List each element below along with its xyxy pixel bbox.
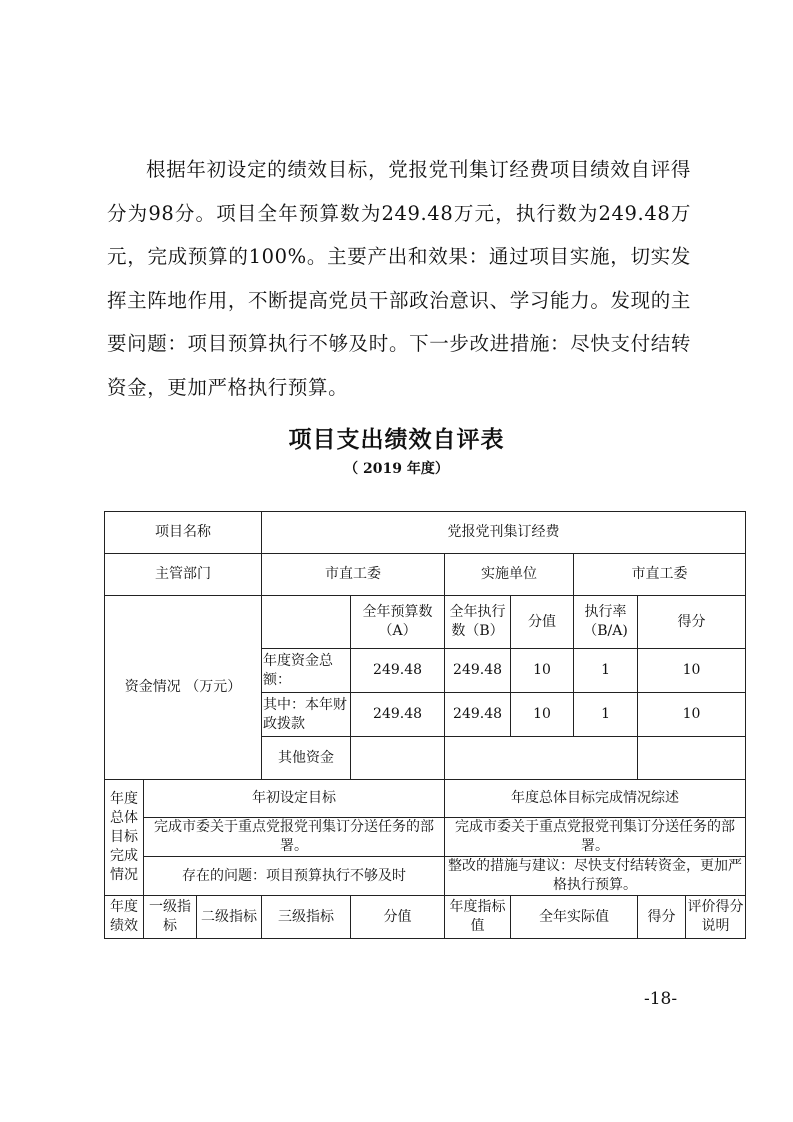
- perf-l3-header: 三级指标: [262, 896, 351, 939]
- perf-score-header: 得分: [638, 896, 686, 939]
- goal-summary-header: 年度总体目标完成情况综述: [445, 780, 746, 818]
- performance-self-evaluation-table: [104, 511, 746, 939]
- page-number: -18-: [644, 989, 678, 1009]
- table-title: 项目支出绩效自评表: [288, 426, 505, 453]
- row-other-label: 其他资金: [262, 737, 351, 780]
- table-row: [105, 780, 746, 818]
- row-fiscal-label: 其中：本年财政拨款: [262, 693, 351, 737]
- summary-paragraph: 根据年初设定的绩效目标，党报党刊集订经费项目绩效自评得分为98分。项目全年预算数为249.48万元，执行数为249.48万元，完成预算的100%。主要产出和效果：通过项目实施，切实发挥主阵地作用，不断提高党员干部政治意识、学习能力。发现的主要问题：项目预算执行不够及时。下一步改进措施：尽快支付结转资金，更加严格执行预算。: [107, 158, 691, 399]
- perf-note-header: 评价得分说明: [686, 896, 746, 939]
- measure-text: 整改的措施与建议：尽快支付结转资金，更加严格执行预算。: [445, 857, 746, 896]
- perf-target-header: 年度指标值: [445, 896, 511, 939]
- goal-summary: 完成市委关于重点党报党刊集订分送任务的部署。: [445, 818, 746, 857]
- goal-label: 年度总体目标完成情况: [105, 780, 144, 896]
- dept-value: 市直工委: [262, 554, 445, 596]
- row-total-exec: 249.48: [445, 649, 511, 693]
- problem-text: 存在的问题：项目预算执行不够及时: [144, 857, 445, 896]
- project-name-label: 项目名称: [105, 512, 262, 554]
- impl-label: 实施单位: [445, 554, 574, 596]
- table-row: [105, 512, 746, 554]
- row-total-budget: 249.48: [351, 649, 445, 693]
- row-total-score: 10: [638, 649, 746, 693]
- row-fiscal-exec: 249.48: [445, 693, 511, 737]
- dept-label: 主管部门: [105, 554, 262, 596]
- impl-value: 市直工委: [574, 554, 746, 596]
- col-budget-header: 全年预算数（A）: [351, 596, 445, 649]
- goal-initial: 完成市委关于重点党报党刊集订分送任务的部署。: [144, 818, 445, 857]
- table-year: （ 2019 年度）: [344, 461, 449, 477]
- row-other-budget: [351, 737, 445, 780]
- row-fiscal-score: 10: [638, 693, 746, 737]
- row-fiscal-rate: 1: [574, 693, 638, 737]
- table-row: [105, 818, 746, 857]
- funds-label: 资金情况 （万元）: [105, 596, 262, 780]
- col-score-header: 得分: [638, 596, 746, 649]
- col-score-value-header: 分值: [511, 596, 574, 649]
- row-fiscal-budget: 249.48: [351, 693, 445, 737]
- row-total-rate: 1: [574, 649, 638, 693]
- table-row: [105, 857, 746, 896]
- row-fiscal-value: 10: [511, 693, 574, 737]
- table-row: [105, 596, 746, 649]
- perf-l1-header: 一级指标: [144, 896, 197, 939]
- perf-l2-header: 二级指标: [197, 896, 262, 939]
- row-total-value: 10: [511, 649, 574, 693]
- table-row: [105, 896, 746, 939]
- table-row: [105, 554, 746, 596]
- row-other-mid: [445, 737, 638, 780]
- funds-blank-header: [262, 596, 351, 649]
- project-name-value: 党报党刊集订经费: [262, 512, 746, 554]
- col-exec-header: 全年执行数（B）: [445, 596, 511, 649]
- col-rate-header: 执行率（B/A): [574, 596, 638, 649]
- row-other-score: [638, 737, 746, 780]
- perf-label: 年度绩效: [105, 896, 144, 939]
- row-total-label: 年度资金总额：: [262, 649, 351, 693]
- perf-value-header: 分值: [351, 896, 445, 939]
- perf-actual-header: 全年实际值: [511, 896, 638, 939]
- goal-initial-header: 年初设定目标: [144, 780, 445, 818]
